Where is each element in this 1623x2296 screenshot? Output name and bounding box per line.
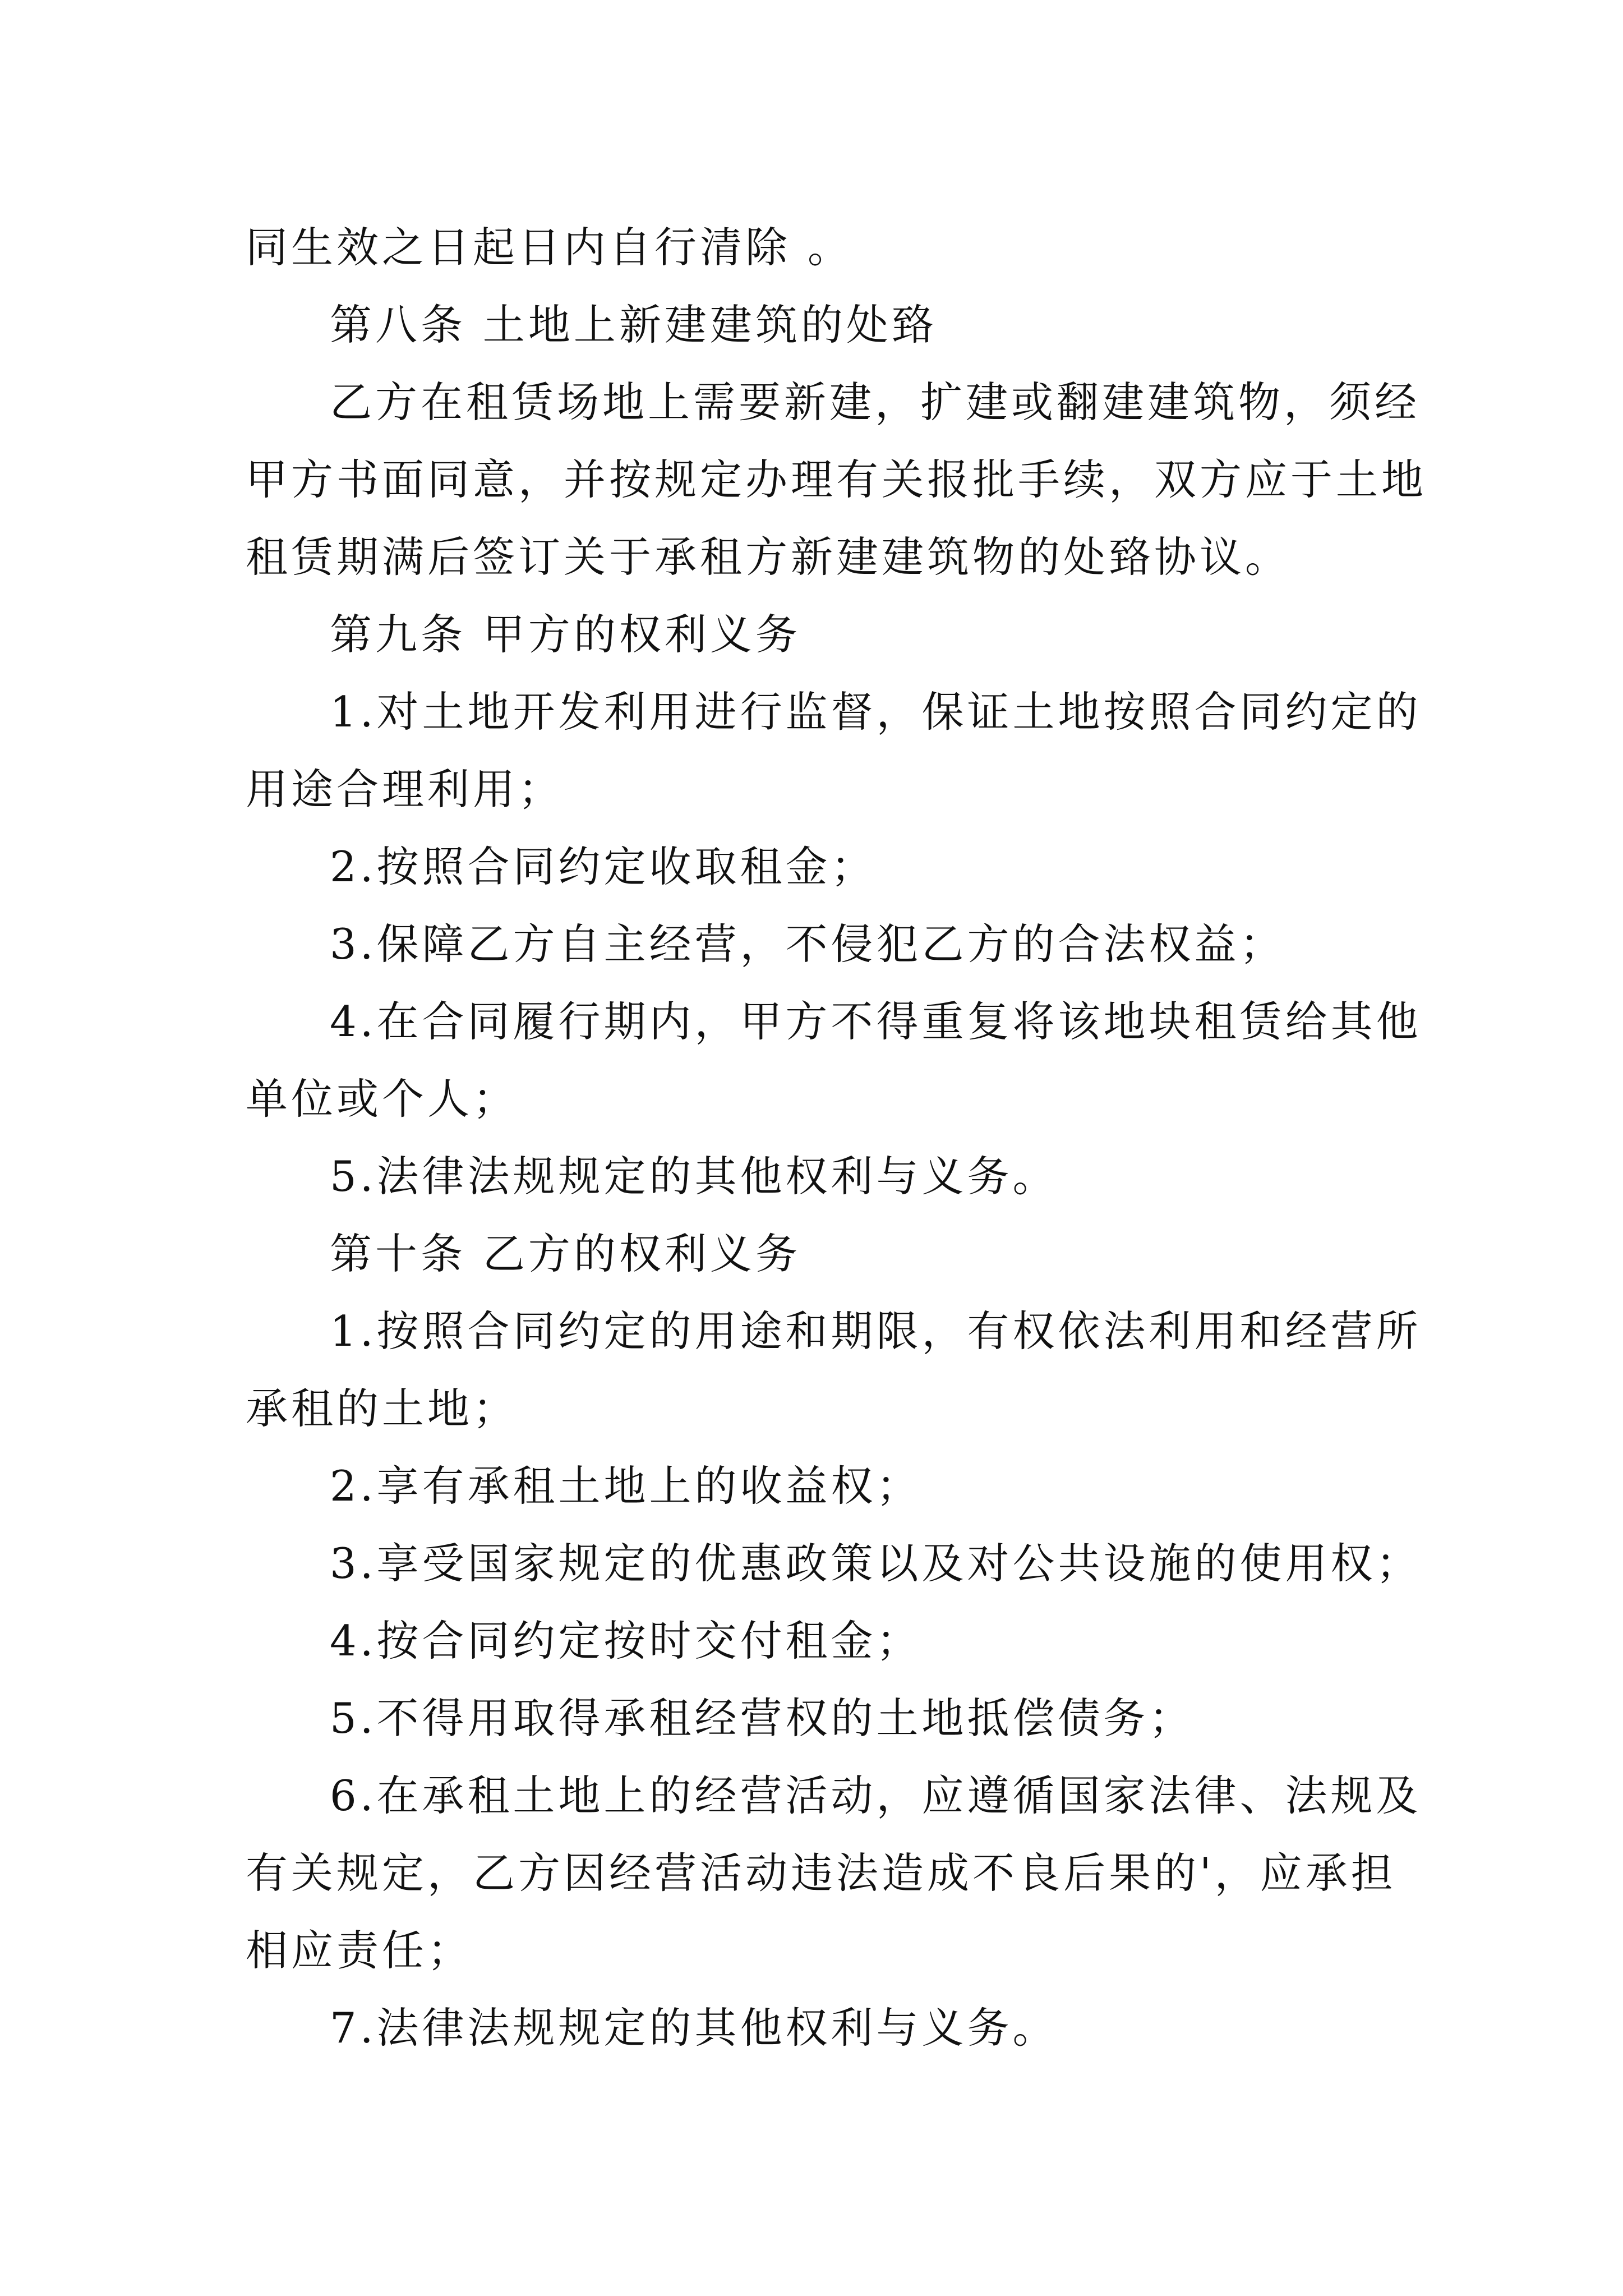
list-item: 5.不得用取得承租经营权的土地抵偿债务； xyxy=(330,1694,1195,1743)
list-item: 1.对土地开发利用进行监督，保证土地按照合同约定的 xyxy=(330,687,1422,737)
text-line: 有关规定，乙方因经营活动违法造成不良后果的'，应承担 xyxy=(246,1848,1396,1898)
list-item: 2.按照合同约定收取租金； xyxy=(330,842,877,891)
list-item: 5.法律法规规定的其他权利与义务。 xyxy=(330,1152,1058,1201)
section-heading: 第十条 乙方的权利义务 xyxy=(330,1229,801,1278)
list-item: 4.在合同履行期内，甲方不得重复将该地块租赁给其他 xyxy=(330,997,1422,1046)
text-line: 单位或个人； xyxy=(246,1074,519,1124)
document-body xyxy=(246,209,1427,2067)
list-item: 7.法律法规规定的其他权利与义务。 xyxy=(330,2003,1058,2053)
list-item: 3.保障乙方自主经营，不侵犯乙方的合法权益； xyxy=(330,919,1285,969)
text-line: 租赁期满后签订关于承租方新建建筑物的处臵协议。 xyxy=(246,532,1291,582)
text-line: 乙方在租赁场地上需要新建，扩建或翻建建筑物，须经 xyxy=(330,378,1421,427)
text-line: 同生效之日起日内自行清除 。 xyxy=(246,223,853,272)
list-item: 2.享有承租土地上的收益权； xyxy=(330,1461,922,1511)
list-item: 3.享受国家规定的优惠政策以及对公共设施的使用权； xyxy=(330,1539,1422,1588)
text-line: 用途合理利用； xyxy=(246,765,564,814)
list-item: 1.按照合同约定的用途和期限，有权依法利用和经营所 xyxy=(330,1306,1422,1356)
list-item: 4.按合同约定按时交付租金； xyxy=(330,1616,922,1665)
text-line: 甲方书面同意，并按规定办理有关报批手续，双方应于土地 xyxy=(246,455,1427,504)
section-heading: 第八条 土地上新建建筑的处臵 xyxy=(330,300,937,349)
section-heading: 第九条 甲方的权利义务 xyxy=(330,610,801,659)
text-line: 相应责任； xyxy=(246,1926,473,1975)
text-line: 承租的土地； xyxy=(246,1384,519,1433)
list-item: 6.在承租土地上的经营活动，应遵循国家法律、法规及 xyxy=(330,1771,1422,1820)
